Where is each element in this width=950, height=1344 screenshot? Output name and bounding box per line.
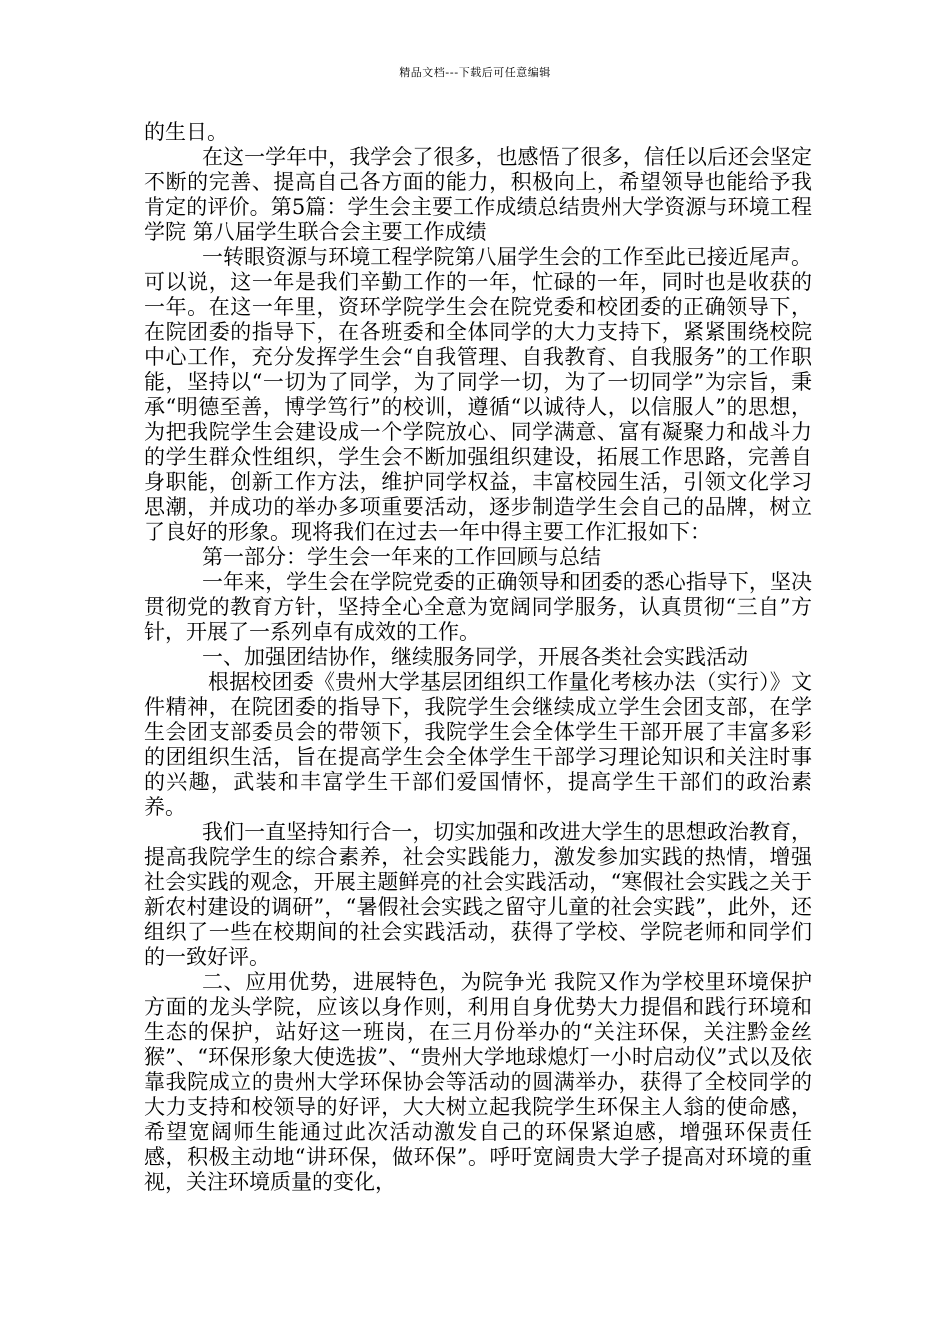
paragraph-overview: 一年来，学生会在学院党委的正确领导和团委的悉心指导下，坚决贯彻党的教育方针，坚持全心全意为宽阔同学服务，认真贯彻“三自”方针，开展了一系列卓有成效的工作。 [144, 570, 812, 644]
paragraph-environment: 二、应用优势，进展特色，为院争光 我院又作为学校里环境保护方面的龙头学院，应该以身作则，利用自身优势大力提倡和践行环境和生态的保护，站好这一班岗，在三月份举办的“关注环保，关注黔金丝猴”、“环保形象大使选拔”、“贵州大学地球熄灯一小时启动仪”式以及依靠我院成立的贵州大学环保协会等活动的圆满举办，获得了全校同学的大力支持和校领导的好评，大大树立起我院学生环保主人翁的使命感，希望宽阔师生能通过此次活动激发自己的环保紧迫感，增强环保责任感，积极主动地“讲环保，做环保”。呼吁宽阔贵大学子提高对环境的重视，关注环境质量的变化， [144, 970, 812, 1194]
paragraph-introduction: 一转眼资源与环境工程学院第八届学生会的工作至此已接近尾声。可以说，这一年是我们辛勤工作的一年，忙碌的一年，同时也是收获的一年。在这一年里，资环学院学生会在院党委和校团委的正确领导下，在院团委的指导下，在各班委和全体同学的大力支持下，紧紧围绕校院中心工作，充分发挥学生会“自我管理、自我教育、自我服务”的工作职能，坚持以“一切为了同学，为了同学一切，为了一切同学”为宗旨，秉承“明德至善，博学笃行”的校训，遵循“以诚待人，以信服人”的思想，为把我院学生会建设成一个学院放心、同学满意、富有凝聚力和战斗力的学生群众性组织，学生会不断加强组织建设，拓展工作思路，完善自身职能，创新工作方法，维护同学权益，丰富校园生活，引领文化学习思潮，并成功的举办多项重要活动，逐步制造学生会自己的品牌，树立了良好的形象。现将我们在过去一年中得主要工作汇报如下： [144, 245, 812, 544]
paragraph-continuation: 的生日。 [144, 120, 228, 144]
page-header: 精品文档---下载后可任意编辑 [399, 66, 551, 79]
subheading-one: 一、加强团结协作，继续服务同学，开展各类社会实践活动 [202, 645, 748, 669]
section-heading-part-one: 第一部分：学生会一年来的工作回顾与总结 [202, 545, 601, 569]
paragraph-reflection: 在这一学年中，我学会了很多，也感悟了很多，信任以后还会坚定不断的完善、提高自己各方面的能力，积极向上，希望领导也能给予我肯定的评价。第5篇：学生会主要工作成绩总结贵州大学资源与环境工程学院 第八届学生联合会主要工作成绩 [144, 145, 812, 244]
paragraph-league-branch: 根据校团委《贵州大学基层团组织工作量化考核办法（实行）》文件精神，在院团委的指导下，我院学生会继续成立学生会团支部，在学生会团支部委员会的带领下，我院学生会全体学生干部开展了丰富多彩的团组织生活，旨在提高学生会全体学生干部学习理论知识和关注时事的兴趣，武装和丰富学生干部们爱国情怀，提高学生干部们的政治素养。 [144, 670, 812, 819]
paragraph-social-practice: 我们一直坚持知行合一，切实加强和改进大学生的思想政治教育，提高我院学生的综合素养，社会实践能力，激发参加实践的热情，增强社会实践的观念，开展主题鲜亮的社会实践活动，“寒假社会实践之关于新农村建设的调研”，“暑假社会实践之留守儿童的社会实践”，此外，还组织了一些在校期间的社会实践活动，获得了学校、学院老师和同学们的一致好评。 [144, 820, 812, 969]
document-body [144, 120, 812, 1195]
